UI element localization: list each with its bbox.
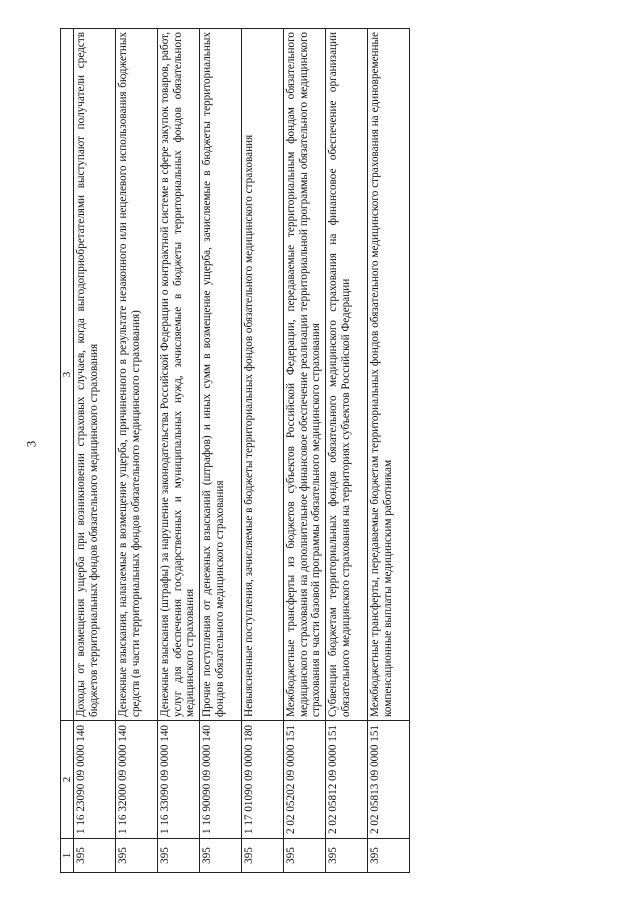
- revenue-code-cell: 1 16 33090 09 0000 140: [158, 721, 200, 839]
- revenue-code-cell: 2 02 05813 09 0000 151: [368, 721, 410, 839]
- description-cell: Доходы от возмещения ущерба при возникновении страховых случаев, когда выгодоприобретателями выступают получатели средств бюджетов территориальных фондов обязательного медицинского страхования: [74, 29, 116, 721]
- revenue-code-cell: 2 02 05812 09 0000 151: [326, 721, 368, 839]
- table-row: [326, 29, 368, 873]
- admin-code-cell: 395: [326, 839, 368, 873]
- table-row: [158, 29, 200, 873]
- admin-code-cell: 395: [158, 839, 200, 873]
- table-row: [200, 29, 242, 873]
- rotated-page: [60, 28, 560, 873]
- description-cell: Прочие поступления от денежных взысканий (штрафов) и иных сумм в возмещение ущерба, зачисляемые в бюджеты территориальных фондов обязательного медицинского страхования: [200, 29, 242, 721]
- description-cell: Межбюджетные трансферты, передаваемые бюджетам территориальных фондов обязательного медицинского страхования на единовременные компенсационные выплаты медицинским работникам: [368, 29, 410, 721]
- table-header-row: [61, 29, 74, 873]
- admin-code-cell: 395: [284, 839, 326, 873]
- revenue-code-cell: 1 16 23090 09 0000 140: [74, 721, 116, 839]
- description-cell: Межбюджетные трансферты из бюджетов субъектов Российской Федерации, передаваемые территориальным фондам обязательного медицинского страхования на дополнительное финансовое обеспечение реализации территориальной программы обязательного медицинского страхования в части базовой программы обязательного медицинского страхования: [284, 29, 326, 721]
- revenue-code-cell: 2 02 05202 09 0000 151: [284, 721, 326, 839]
- table-row: [74, 29, 116, 873]
- table-row: [242, 29, 284, 873]
- description-cell: Невыясненные поступления, зачисляемые в бюджеты территориальных фондов обязательного медицинского страхования: [242, 29, 284, 721]
- table-row: [116, 29, 158, 873]
- table-row: [368, 29, 410, 873]
- revenue-code-cell: 1 16 90090 09 0000 140: [200, 721, 242, 839]
- admin-code-cell: 395: [242, 839, 284, 873]
- column-header-1: 1: [61, 839, 74, 873]
- admin-code-cell: 395: [200, 839, 242, 873]
- column-header-3: 3: [61, 29, 74, 721]
- description-cell: Субвенции бюджетам территориальных фондов обязательного медицинского страхования на финансовое обеспечение организации обязательного медицинского страхования на территориях субъектов Российской Федерации: [326, 29, 368, 721]
- admin-code-cell: 395: [116, 839, 158, 873]
- revenue-code-cell: 1 17 01090 09 0000 180: [242, 721, 284, 839]
- admin-code-cell: 395: [368, 839, 410, 873]
- description-cell: Денежные взыскания (штрафы) за нарушение законодательства Российской Федерации о контрактной системе в сфере закупок товаров, работ, услуг для обеспечения государственных и муниципальных нужд, зачисляемые в бюджеты территориальных фондов обязательного медицинского страхования: [158, 29, 200, 721]
- description-cell: Денежные взыскания, налагаемые в возмещение ущерба, причиненного в результате незаконного или нецелевого использования бюджетных средств (в части территориальных фондов обязательного медицинского страхования): [116, 29, 158, 721]
- revenue-codes-table: [60, 28, 410, 873]
- page-number: 3: [23, 440, 39, 448]
- revenue-code-cell: 1 16 32000 09 0000 140: [116, 721, 158, 839]
- table-row: [284, 29, 326, 873]
- rotated-content: [60, 28, 560, 873]
- column-header-2: 2: [61, 721, 74, 839]
- admin-code-cell: 395: [74, 839, 116, 873]
